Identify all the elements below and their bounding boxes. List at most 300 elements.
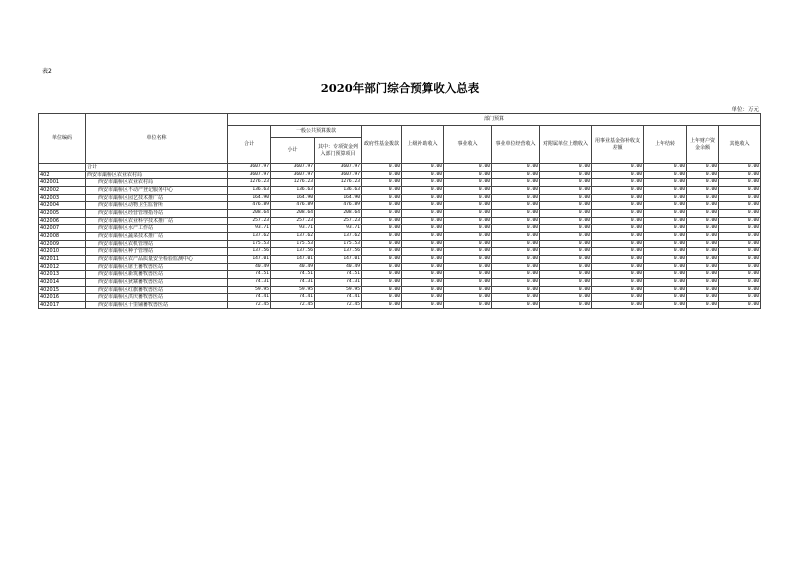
cell-other: 0.00 — [719, 294, 761, 302]
cell-gov-fund: 0.00 — [362, 209, 402, 217]
cell-affiliated: 0.00 — [540, 294, 592, 302]
cell-balance: 0.00 — [687, 240, 719, 248]
cell-other: 0.00 — [719, 301, 761, 309]
cell-fund-deficit: 0.00 — [592, 164, 644, 172]
cell-gov-fund: 0.00 — [362, 278, 402, 286]
cell-unit-name: 西安市灞桥区席王畜牧兽医站 — [86, 263, 228, 271]
cell-total: 74.51 — [228, 271, 271, 279]
table-row — [39, 301, 761, 309]
cell-unit-name: 合计 — [86, 164, 228, 172]
cell-balance: 0.00 — [687, 171, 719, 179]
cell-special: 74.31 — [315, 278, 362, 286]
cell-subtotal: 72.45 — [271, 301, 315, 309]
sheet-tag: 表2 — [42, 68, 52, 75]
cell-unit-code: 402011 — [39, 255, 86, 263]
cell-other: 0.00 — [719, 209, 761, 217]
cell-unit-code: 402009 — [39, 240, 86, 248]
cell-fund-deficit: 0.00 — [592, 255, 644, 263]
table-body — [39, 164, 761, 309]
cell-unit-code: 402015 — [39, 286, 86, 294]
cell-operating: 0.00 — [492, 202, 540, 210]
cell-fund-deficit: 0.00 — [592, 232, 644, 240]
cell-unit-name: 西安市灞桥区农业科学技术推广站 — [86, 217, 228, 225]
table-row — [39, 286, 761, 294]
cell-unit-name: 西安市灞桥区农机管理站 — [86, 240, 228, 248]
cell-fund-deficit: 0.00 — [592, 271, 644, 279]
cell-other: 0.00 — [719, 179, 761, 187]
header-business-fund-deficit: 用事业基金弥补收支差额 — [592, 126, 644, 164]
cell-subtotal: 147.01 — [271, 255, 315, 263]
cell-affiliated: 0.00 — [540, 248, 592, 256]
cell-affiliated: 0.00 — [540, 209, 592, 217]
cell-unit-name: 西安市灞桥区水产工作站 — [86, 225, 228, 233]
cell-total: 93.71 — [228, 225, 271, 233]
table-row — [39, 278, 761, 286]
cell-gov-fund: 0.00 — [362, 171, 402, 179]
cell-fund-deficit: 0.00 — [592, 179, 644, 187]
table-row — [39, 248, 761, 256]
cell-unit-code: 402002 — [39, 186, 86, 194]
cell-subtotal: 476.89 — [271, 202, 315, 210]
cell-other: 0.00 — [719, 263, 761, 271]
cell-special: 164.90 — [315, 194, 362, 202]
header-gov-fund: 政府性基金拨款 — [362, 126, 402, 164]
cell-special: 93.71 — [315, 225, 362, 233]
cell-business: 0.00 — [444, 171, 492, 179]
cell-unit-code: 402014 — [39, 278, 86, 286]
cell-unit-name: 西安市灞桥区不动产登记服务中心 — [86, 186, 228, 194]
cell-gov-fund: 0.00 — [362, 286, 402, 294]
cell-balance: 0.00 — [687, 278, 719, 286]
cell-carryover: 0.00 — [644, 225, 687, 233]
cell-business: 0.00 — [444, 194, 492, 202]
cell-special: 257.23 — [315, 217, 362, 225]
cell-gov-fund: 0.00 — [362, 271, 402, 279]
cell-gov-fund: 0.00 — [362, 232, 402, 240]
cell-operating: 0.00 — [492, 225, 540, 233]
cell-superior: 0.00 — [402, 278, 444, 286]
cell-superior: 0.00 — [402, 255, 444, 263]
cell-unit-name: 西安市灞桥区农产品质量安全检验监测中心 — [86, 255, 228, 263]
cell-other: 0.00 — [719, 217, 761, 225]
cell-special: 137.56 — [315, 248, 362, 256]
cell-subtotal: 59.95 — [271, 286, 315, 294]
header-last-year-balance: 上年财户资金余额 — [687, 126, 719, 164]
cell-balance: 0.00 — [687, 271, 719, 279]
cell-carryover: 0.00 — [644, 202, 687, 210]
cell-total: 208.64 — [228, 209, 271, 217]
cell-other: 0.00 — [719, 255, 761, 263]
cell-gov-fund: 0.00 — [362, 186, 402, 194]
cell-gov-fund: 0.00 — [362, 255, 402, 263]
header-total: 合计 — [228, 126, 271, 164]
cell-unit-code: 402017 — [39, 301, 86, 309]
cell-subtotal: 74.31 — [271, 278, 315, 286]
cell-operating: 0.00 — [492, 278, 540, 286]
cell-carryover: 0.00 — [644, 286, 687, 294]
cell-balance: 0.00 — [687, 248, 719, 256]
header-unit-code: 单位编码 — [39, 114, 86, 164]
cell-total: 257.23 — [228, 217, 271, 225]
cell-other: 0.00 — [719, 248, 761, 256]
cell-total: 175.53 — [228, 240, 271, 248]
header-special-included: 其中：专项资金列入部门预算项目 — [315, 138, 362, 164]
cell-special: 40.49 — [315, 263, 362, 271]
cell-unit-code: 402003 — [39, 194, 86, 202]
cell-total: 3607.97 — [228, 171, 271, 179]
table-row — [39, 240, 761, 248]
cell-business: 0.00 — [444, 179, 492, 187]
cell-total: 72.45 — [228, 301, 271, 309]
cell-unit-code: 402013 — [39, 271, 86, 279]
cell-unit-name: 西安市灞桥区狄寨畜牧兽医站 — [86, 278, 228, 286]
cell-special: 137.62 — [315, 232, 362, 240]
cell-special: 3607.97 — [315, 164, 362, 172]
cell-affiliated: 0.00 — [540, 202, 592, 210]
cell-unit-code: 402012 — [39, 263, 86, 271]
cell-superior: 0.00 — [402, 271, 444, 279]
cell-unit-name: 西安市灞桥区十里铺畜牧兽医站 — [86, 301, 228, 309]
cell-unit-code: 402006 — [39, 217, 86, 225]
cell-affiliated: 0.00 — [540, 255, 592, 263]
header-business-income: 事业收入 — [444, 126, 492, 164]
cell-balance: 0.00 — [687, 179, 719, 187]
cell-carryover: 0.00 — [644, 194, 687, 202]
cell-special: 136.63 — [315, 186, 362, 194]
cell-superior: 0.00 — [402, 194, 444, 202]
cell-carryover: 0.00 — [644, 278, 687, 286]
cell-carryover: 0.00 — [644, 171, 687, 179]
cell-balance: 0.00 — [687, 255, 719, 263]
cell-unit-code: 402004 — [39, 202, 86, 210]
cell-balance: 0.00 — [687, 225, 719, 233]
cell-carryover: 0.00 — [644, 179, 687, 187]
cell-special: 74.51 — [315, 271, 362, 279]
cell-carryover: 0.00 — [644, 255, 687, 263]
cell-superior: 0.00 — [402, 301, 444, 309]
cell-special: 208.64 — [315, 209, 362, 217]
cell-total: 137.62 — [228, 232, 271, 240]
cell-balance: 0.00 — [687, 263, 719, 271]
cell-operating: 0.00 — [492, 186, 540, 194]
cell-business: 0.00 — [444, 255, 492, 263]
cell-total: 147.01 — [228, 255, 271, 263]
cell-business: 0.00 — [444, 278, 492, 286]
cell-affiliated: 0.00 — [540, 194, 592, 202]
cell-balance: 0.00 — [687, 164, 719, 172]
cell-affiliated: 0.00 — [540, 278, 592, 286]
cell-total: 137.56 — [228, 248, 271, 256]
cell-special: 476.89 — [315, 202, 362, 210]
cell-special: 72.45 — [315, 301, 362, 309]
cell-other: 0.00 — [719, 186, 761, 194]
cell-carryover: 0.00 — [644, 232, 687, 240]
cell-unit-name: 西安市灞桥区动物卫生监督所 — [86, 202, 228, 210]
cell-superior: 0.00 — [402, 202, 444, 210]
cell-superior: 0.00 — [402, 179, 444, 187]
cell-total: 476.89 — [228, 202, 271, 210]
header-subtotal: 小计 — [271, 138, 315, 164]
table-row — [39, 225, 761, 233]
cell-superior: 0.00 — [402, 263, 444, 271]
cell-fund-deficit: 0.00 — [592, 263, 644, 271]
cell-unit-code: 402 — [39, 171, 86, 179]
cell-gov-fund: 0.00 — [362, 225, 402, 233]
cell-fund-deficit: 0.00 — [592, 217, 644, 225]
cell-business: 0.00 — [444, 301, 492, 309]
cell-subtotal: 3607.97 — [271, 171, 315, 179]
cell-special: 1276.23 — [315, 179, 362, 187]
cell-other: 0.00 — [719, 171, 761, 179]
cell-superior: 0.00 — [402, 240, 444, 248]
cell-unit-name: 西安市灞桥区种子管理站 — [86, 248, 228, 256]
cell-total: 74.41 — [228, 294, 271, 302]
cell-fund-deficit: 0.00 — [592, 240, 644, 248]
cell-unit-name: 西安市灞桥区红旗畜牧兽医站 — [86, 286, 228, 294]
cell-other: 0.00 — [719, 202, 761, 210]
cell-superior: 0.00 — [402, 186, 444, 194]
cell-fund-deficit: 0.00 — [592, 294, 644, 302]
cell-affiliated: 0.00 — [540, 286, 592, 294]
cell-unit-name: 西安市灞桥区园艺技术推广站 — [86, 194, 228, 202]
cell-special: 147.01 — [315, 255, 362, 263]
cell-business: 0.00 — [444, 286, 492, 294]
cell-special: 74.41 — [315, 294, 362, 302]
cell-business: 0.00 — [444, 271, 492, 279]
cell-gov-fund: 0.00 — [362, 263, 402, 271]
cell-gov-fund: 0.00 — [362, 240, 402, 248]
cell-carryover: 0.00 — [644, 186, 687, 194]
cell-operating: 0.00 — [492, 164, 540, 172]
cell-unit-name: 西安市灞桥区农业农村局 — [86, 171, 228, 179]
cell-superior: 0.00 — [402, 286, 444, 294]
cell-business: 0.00 — [444, 186, 492, 194]
cell-operating: 0.00 — [492, 240, 540, 248]
cell-other: 0.00 — [719, 164, 761, 172]
cell-total: 59.95 — [228, 286, 271, 294]
cell-special: 3607.97 — [315, 171, 362, 179]
cell-subtotal: 74.41 — [271, 294, 315, 302]
cell-subtotal: 93.71 — [271, 225, 315, 233]
cell-carryover: 0.00 — [644, 301, 687, 309]
cell-other: 0.00 — [719, 240, 761, 248]
cell-fund-deficit: 0.00 — [592, 209, 644, 217]
cell-affiliated: 0.00 — [540, 171, 592, 179]
header-last-year-carryover: 上年结转 — [644, 126, 687, 164]
cell-carryover: 0.00 — [644, 217, 687, 225]
cell-operating: 0.00 — [492, 255, 540, 263]
cell-operating: 0.00 — [492, 232, 540, 240]
cell-other: 0.00 — [719, 286, 761, 294]
cell-affiliated: 0.00 — [540, 301, 592, 309]
cell-affiliated: 0.00 — [540, 186, 592, 194]
cell-gov-fund: 0.00 — [362, 294, 402, 302]
cell-subtotal: 137.56 — [271, 248, 315, 256]
cell-operating: 0.00 — [492, 294, 540, 302]
cell-affiliated: 0.00 — [540, 164, 592, 172]
cell-subtotal: 208.64 — [271, 209, 315, 217]
cell-business: 0.00 — [444, 209, 492, 217]
cell-business: 0.00 — [444, 240, 492, 248]
cell-subtotal: 257.23 — [271, 217, 315, 225]
header-affiliated-income: 对附属单位上缴收入 — [540, 126, 592, 164]
cell-balance: 0.00 — [687, 286, 719, 294]
cell-business: 0.00 — [444, 217, 492, 225]
table-row — [39, 171, 761, 179]
cell-subtotal: 175.53 — [271, 240, 315, 248]
cell-gov-fund: 0.00 — [362, 248, 402, 256]
cell-balance: 0.00 — [687, 194, 719, 202]
cell-special: 175.53 — [315, 240, 362, 248]
cell-fund-deficit: 0.00 — [592, 248, 644, 256]
cell-superior: 0.00 — [402, 217, 444, 225]
cell-carryover: 0.00 — [644, 209, 687, 217]
cell-subtotal: 164.90 — [271, 194, 315, 202]
cell-operating: 0.00 — [492, 171, 540, 179]
cell-balance: 0.00 — [687, 217, 719, 225]
cell-balance: 0.00 — [687, 186, 719, 194]
cell-subtotal: 1276.23 — [271, 179, 315, 187]
cell-superior: 0.00 — [402, 209, 444, 217]
cell-business: 0.00 — [444, 202, 492, 210]
cell-carryover: 0.00 — [644, 248, 687, 256]
cell-fund-deficit: 0.00 — [592, 278, 644, 286]
table-row — [39, 186, 761, 194]
cell-unit-code — [39, 164, 86, 172]
cell-carryover: 0.00 — [644, 164, 687, 172]
cell-balance: 0.00 — [687, 301, 719, 309]
unit-label: 单位：万元 — [731, 107, 759, 113]
cell-gov-fund: 0.00 — [362, 202, 402, 210]
cell-total: 1276.23 — [228, 179, 271, 187]
cell-business: 0.00 — [444, 294, 492, 302]
cell-carryover: 0.00 — [644, 263, 687, 271]
cell-operating: 0.00 — [492, 248, 540, 256]
cell-fund-deficit: 0.00 — [592, 202, 644, 210]
cell-superior: 0.00 — [402, 164, 444, 172]
cell-superior: 0.00 — [402, 248, 444, 256]
cell-unit-name: 西安市灞桥区农业农村局 — [86, 179, 228, 187]
cell-operating: 0.00 — [492, 217, 540, 225]
table-row — [39, 209, 761, 217]
header-general-budget: 一般公共预算拨款 — [271, 126, 362, 138]
cell-gov-fund: 0.00 — [362, 301, 402, 309]
cell-affiliated: 0.00 — [540, 263, 592, 271]
cell-carryover: 0.00 — [644, 240, 687, 248]
header-unit-name: 单位名称 — [86, 114, 228, 164]
table-row — [39, 232, 761, 240]
cell-affiliated: 0.00 — [540, 225, 592, 233]
cell-total: 40.49 — [228, 263, 271, 271]
cell-unit-name: 西安市灞桥区新筑畜牧兽医站 — [86, 271, 228, 279]
cell-operating: 0.00 — [492, 209, 540, 217]
cell-other: 0.00 — [719, 278, 761, 286]
cell-carryover: 0.00 — [644, 271, 687, 279]
cell-operating: 0.00 — [492, 194, 540, 202]
cell-subtotal: 40.49 — [271, 263, 315, 271]
page-title: 2020年部门综合预算收入总表 — [320, 81, 480, 95]
cell-unit-name: 西安市灞桥区蔬菜技术推广站 — [86, 232, 228, 240]
header-superior-subsidy: 上级补助收入 — [402, 126, 444, 164]
cell-fund-deficit: 0.00 — [592, 286, 644, 294]
cell-balance: 0.00 — [687, 202, 719, 210]
cell-subtotal: 136.63 — [271, 186, 315, 194]
cell-total: 3607.97 — [228, 164, 271, 172]
cell-gov-fund: 0.00 — [362, 179, 402, 187]
cell-operating: 0.00 — [492, 286, 540, 294]
cell-fund-deficit: 0.00 — [592, 225, 644, 233]
cell-unit-code: 402005 — [39, 209, 86, 217]
cell-balance: 0.00 — [687, 294, 719, 302]
cell-operating: 0.00 — [492, 271, 540, 279]
table-header — [39, 114, 761, 164]
cell-business: 0.00 — [444, 263, 492, 271]
cell-total: 164.90 — [228, 194, 271, 202]
cell-other: 0.00 — [719, 232, 761, 240]
cell-unit-code: 402001 — [39, 179, 86, 187]
table-row — [39, 179, 761, 187]
cell-total: 74.31 — [228, 278, 271, 286]
cell-superior: 0.00 — [402, 232, 444, 240]
cell-business: 0.00 — [444, 248, 492, 256]
header-operating-income: 事业单位经营收入 — [492, 126, 540, 164]
cell-unit-code: 402010 — [39, 248, 86, 256]
cell-unit-code: 402008 — [39, 232, 86, 240]
table-row — [39, 217, 761, 225]
cell-affiliated: 0.00 — [540, 240, 592, 248]
header-dept-budget: 部门预算 — [228, 114, 761, 126]
cell-gov-fund: 0.00 — [362, 194, 402, 202]
cell-fund-deficit: 0.00 — [592, 301, 644, 309]
cell-superior: 0.00 — [402, 171, 444, 179]
header-other-income: 其他收入 — [719, 126, 761, 164]
cell-operating: 0.00 — [492, 179, 540, 187]
cell-other: 0.00 — [719, 194, 761, 202]
cell-business: 0.00 — [444, 164, 492, 172]
cell-subtotal: 137.62 — [271, 232, 315, 240]
table-row — [39, 202, 761, 210]
cell-operating: 0.00 — [492, 301, 540, 309]
cell-other: 0.00 — [719, 225, 761, 233]
table-row — [39, 194, 761, 202]
cell-carryover: 0.00 — [644, 294, 687, 302]
cell-affiliated: 0.00 — [540, 232, 592, 240]
cell-gov-fund: 0.00 — [362, 217, 402, 225]
cell-total: 136.63 — [228, 186, 271, 194]
cell-subtotal: 74.51 — [271, 271, 315, 279]
cell-balance: 0.00 — [687, 209, 719, 217]
cell-affiliated: 0.00 — [540, 271, 592, 279]
table-row — [39, 164, 761, 172]
cell-unit-code: 402007 — [39, 225, 86, 233]
cell-balance: 0.00 — [687, 232, 719, 240]
cell-operating: 0.00 — [492, 263, 540, 271]
table-row — [39, 263, 761, 271]
cell-superior: 0.00 — [402, 294, 444, 302]
budget-table — [38, 113, 761, 309]
cell-affiliated: 0.00 — [540, 179, 592, 187]
cell-subtotal: 3607.97 — [271, 164, 315, 172]
cell-special: 59.95 — [315, 286, 362, 294]
table-row — [39, 255, 761, 263]
cell-superior: 0.00 — [402, 225, 444, 233]
table-row — [39, 271, 761, 279]
cell-fund-deficit: 0.00 — [592, 171, 644, 179]
cell-affiliated: 0.00 — [540, 217, 592, 225]
cell-unit-name: 西安市灞桥区洪庆畜牧兽医站 — [86, 294, 228, 302]
cell-fund-deficit: 0.00 — [592, 194, 644, 202]
cell-unit-code: 402016 — [39, 294, 86, 302]
